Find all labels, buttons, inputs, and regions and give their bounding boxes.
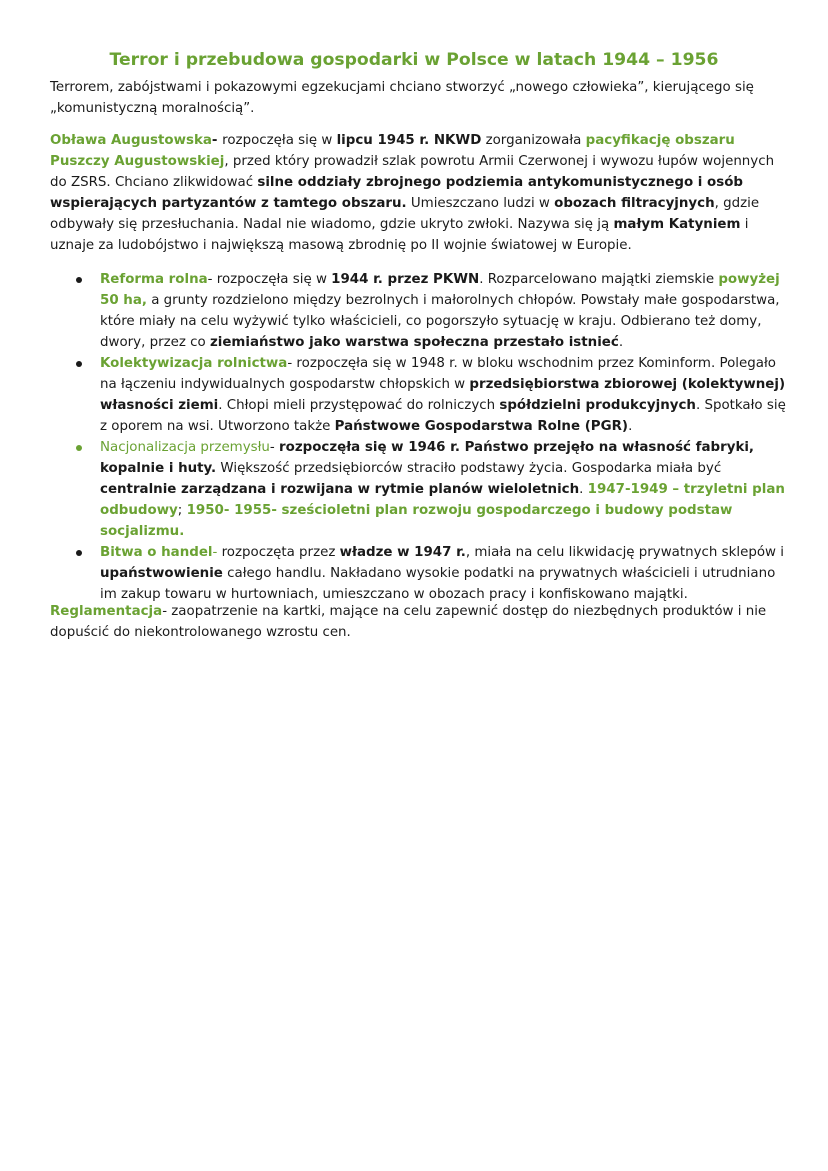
nacjonalizacja-term: Nacjonalizacja przemysłu [100, 440, 270, 455]
oblawa-date: lipcu 1945 r. NKWD [336, 133, 482, 148]
oblawa-katyn: małym Katyniem [613, 217, 741, 232]
oblawa-target: silne oddziały zbrojnego podziemia antykomunistycznego i osób wspierających partyzantów z tamtego obszaru. [50, 175, 744, 211]
reglamentacja-paragraph [50, 601, 790, 643]
nacjonalizacja-sep: ; [177, 503, 187, 518]
nacjonalizacja-plan-3: 1947-1949 – trzyletni plan odbudowy [100, 482, 785, 518]
reforms-list [50, 269, 790, 605]
intro-paragraph: Terrorem, zabójstwami i pokazowymi egzekucjami chciano stworzyć „nowego człowieka”, kierującego się „komunistyczną moralnością”. [50, 80, 754, 116]
reforma-text-2: . Rozparcelowano majątki ziemskie [479, 272, 719, 287]
kolektywizacja-text-1: - rozpoczęła się w 1948 r. w bloku wschodnim przez Kominform. Polegało na łączeniu indywidualnych gospodarstw chłopskich w [100, 356, 776, 392]
bitwa-upanstwowienie: upaństwowienie [100, 566, 223, 581]
oblawa-term: Obława Augustowska [50, 133, 212, 148]
oblawa-paragraph [50, 130, 790, 256]
reforma-term: Reforma rolna [100, 272, 208, 287]
bullet-icon [76, 550, 82, 556]
kolektywizacja-ownership: przedsiębiorstwa zbiorowej (kolektywnej) własności ziemi [100, 377, 786, 413]
list-item-nacjonalizacja [50, 437, 790, 542]
oblawa-text-5: , gdzie odbywały się przesłuchania. Nadal nie wiadomo, gdzie ukryto zwłoki. Nazywa się ją [50, 196, 760, 232]
reforma-text-4: . [618, 335, 624, 350]
reforma-area: powyżej 50 ha, [100, 272, 780, 308]
bitwa-term: Bitwa o handel [100, 545, 213, 560]
list-item-kolektywizacja [50, 353, 790, 437]
bitwa-date: władze w 1947 r. [339, 545, 466, 560]
oblawa-text-2: zorganizowała [481, 133, 586, 148]
list-item-reforma-rolna [50, 269, 790, 353]
reforma-ziemianstwo: ziemiaństwo jako warstwa społeczna przestało istnieć [209, 335, 619, 350]
bitwa-text-1: rozpoczęta przez [221, 545, 340, 560]
oblawa-dash: - [211, 133, 223, 148]
bitwa-text-2: , miała na celu likwidację prywatnych sklepów i [465, 545, 784, 560]
nacjonalizacja-summary: rozpoczęła się w 1946 r. Państwo przejęło na własność fabryki, kopalnie i huty. [100, 440, 755, 476]
nacjonalizacja-text-2: . [579, 482, 588, 497]
kolektywizacja-pgr: Państwowe Gospodarstwa Rolne (PGR) [334, 419, 629, 434]
nacjonalizacja-text-1: Większość przedsiębiorców straciło podstawy życia. Gospodarka miała być [216, 461, 722, 476]
oblawa-text-6: i uznaje za ludobójstwo i największą masową zbrodnię po II wojnie światowej w Europie. [50, 217, 749, 253]
oblawa-pacyfikacja: pacyfikację obszaru Puszczy Augustowskiej [50, 133, 735, 169]
kolektywizacja-cooperatives: spółdzielni produkcyjnych [499, 398, 696, 413]
reforma-text-3: a grunty rozdzielono między bezrolnych i małorolnych chłopów. Powstały małe gospodarstwa, które miały na celu wyżywić tylko właścicieli, co pogorszyło sytuację w kraju. Odbierano też domy, dwory, przez co [100, 293, 780, 350]
kolektywizacja-text-2: . Chłopi mieli przystępować do rolniczych [218, 398, 500, 413]
bullet-icon [76, 361, 82, 367]
oblawa-text-4: Umieszczano ludzi w [406, 196, 555, 211]
list-item-bitwa-o-handel [50, 542, 790, 605]
nacjonalizacja-plan-6: 1950- 1955- sześcioletni plan rozwoju gospodarczego i budowy podstaw socjalizmu. [100, 503, 733, 539]
oblawa-text-3: , przed który prowadził szlak powrotu Armii Czerwonej i wywozu łupów wojennych do ZSRS. Chciano zlikwidować [50, 154, 775, 190]
bullet-icon [76, 445, 82, 451]
nacjonalizacja-central: centralnie zarządzana i rozwijana w rytmie planów wieloletnich [100, 482, 580, 497]
bitwa-text-3: całego handlu. Nakładano wysokie podatki na prywatnych właścicieli i utrudniano im zakup towaru w hurtowniach, umieszczano w obozach pracy i konfiskowano majątki. [100, 566, 776, 602]
reglamentacja-term: Reglamentacja [50, 604, 163, 619]
reforma-text-1: - rozpoczęła się w [207, 272, 332, 287]
kolektywizacja-text-4: . [628, 419, 633, 434]
kolektywizacja-term: Kolektywizacja rolnictwa [100, 356, 288, 371]
bullet-icon [76, 277, 82, 283]
kolektywizacja-text-3: . Spotkało się z oporem na wsi. Utworzono także [100, 398, 786, 434]
document-title: Terror i przebudowa gospodarki w Polsce w latach 1944 – 1956 [109, 50, 719, 70]
bitwa-dash: - [212, 545, 222, 560]
oblawa-text-1: rozpoczęła się w [222, 133, 337, 148]
oblawa-camps: obozach filtracyjnych [554, 196, 715, 211]
nacjonalizacja-dash: - [269, 440, 280, 455]
reglamentacja-text: - zaopatrzenie na kartki, mające na celu zapewnić dostęp do niezbędnych produktów i nie dopuścić do niekontrolowanego wzrostu cen. [50, 604, 767, 640]
reforma-date: 1944 r. przez PKWN [331, 272, 480, 287]
